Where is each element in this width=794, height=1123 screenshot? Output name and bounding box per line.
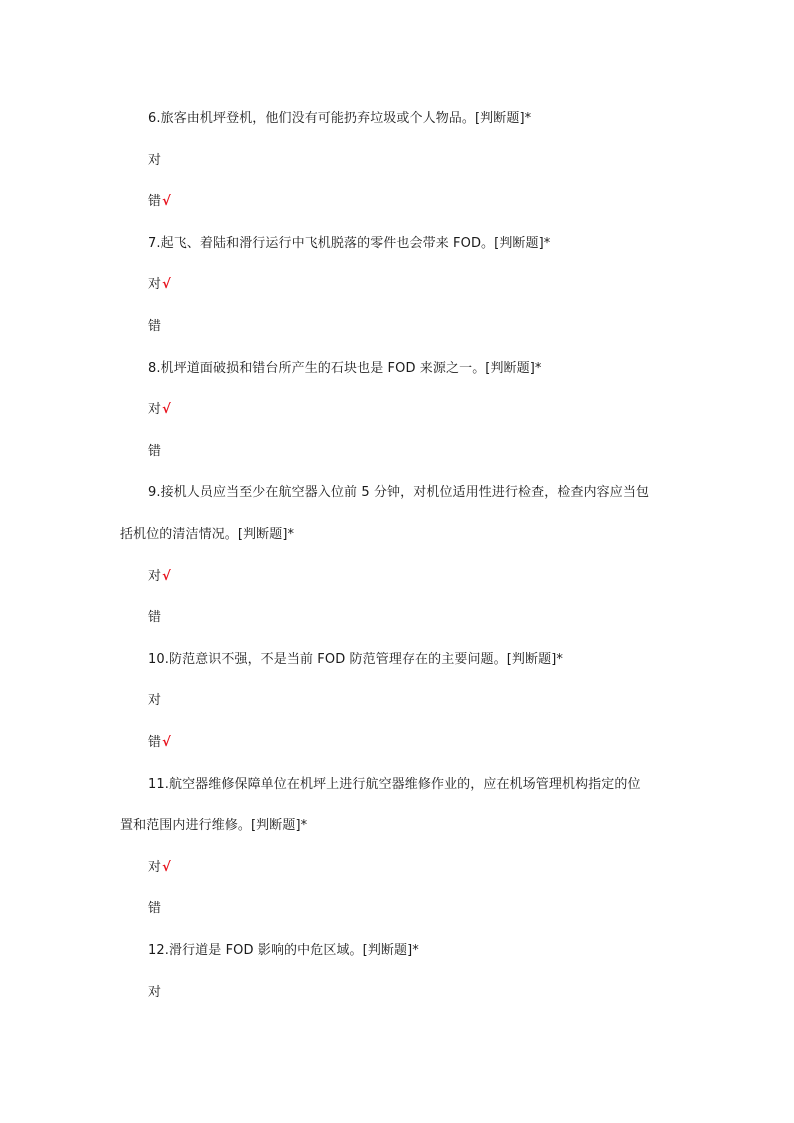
check-mark-icon: √ <box>162 569 171 584</box>
answer-option-text: 错 <box>148 610 162 625</box>
question-text-continuation <box>120 526 294 544</box>
answer-option-text: 对 <box>148 277 162 292</box>
question-text-text: 8.机坪道面破损和错台所产生的石块也是 FOD 来源之一。[判断题]* <box>148 361 542 376</box>
answer-option-text: 对 <box>148 985 162 1000</box>
question-text-text: 6.旅客由机坪登机，他们没有可能扔弃垃圾或个人物品。[判断题]* <box>148 111 532 126</box>
answer-option-text: 错 <box>148 194 162 209</box>
question-text <box>148 651 563 669</box>
question-text-text: 10.防范意识不强，不是当前 FOD 防范管理存在的主要问题。[判断题]* <box>148 652 564 667</box>
answer-option <box>148 900 161 918</box>
check-mark-icon: √ <box>162 402 171 417</box>
question-text <box>148 942 419 960</box>
answer-option <box>148 734 171 752</box>
question-text-text: 9.接机人员应当至少在航空器入位前 5 分钟，对机位适用性进行检查，检查内容应当包 <box>148 485 650 500</box>
question-text-continuation-text: 括机位的清洁情况。[判断题]* <box>120 527 295 542</box>
check-mark-icon: √ <box>162 277 171 292</box>
answer-option <box>148 401 171 419</box>
answer-option-text: 错 <box>148 444 162 459</box>
question-text <box>148 235 550 253</box>
answer-option <box>148 984 161 1002</box>
answer-option <box>148 193 171 211</box>
question-text-text: 12.滑行道是 FOD 影响的中危区域。[判断题]* <box>148 943 419 958</box>
question-text <box>148 110 531 128</box>
check-mark-icon: √ <box>162 735 171 750</box>
answer-option <box>148 276 171 294</box>
check-mark-icon: √ <box>162 860 171 875</box>
answer-option-text: 对 <box>148 569 162 584</box>
question-text <box>148 484 649 502</box>
question-text-continuation-text: 置和范围内进行维修。[判断题]* <box>120 818 308 833</box>
question-text <box>148 776 641 794</box>
answer-option <box>148 443 161 461</box>
answer-option-text: 对 <box>148 402 162 417</box>
answer-option-text: 错 <box>148 901 162 916</box>
check-mark-icon: √ <box>162 194 171 209</box>
question-text-text: 7.起飞、着陆和滑行运行中飞机脱落的零件也会带来 FOD。[判断题]* <box>148 236 551 251</box>
answer-option <box>148 318 161 336</box>
answer-option-text: 对 <box>148 860 162 875</box>
answer-option <box>148 859 171 877</box>
answer-option <box>148 568 171 586</box>
answer-option-text: 错 <box>148 735 162 750</box>
question-text-continuation <box>120 817 307 835</box>
answer-option <box>148 609 161 627</box>
answer-option-text: 错 <box>148 319 162 334</box>
answer-option-text: 对 <box>148 153 162 168</box>
answer-option-text: 对 <box>148 693 162 708</box>
answer-option <box>148 152 161 170</box>
question-text <box>148 360 542 378</box>
question-text-text: 11.航空器维修保障单位在机坪上进行航空器维修作业的，应在机场管理机构指定的位 <box>148 777 641 792</box>
answer-option <box>148 692 161 710</box>
